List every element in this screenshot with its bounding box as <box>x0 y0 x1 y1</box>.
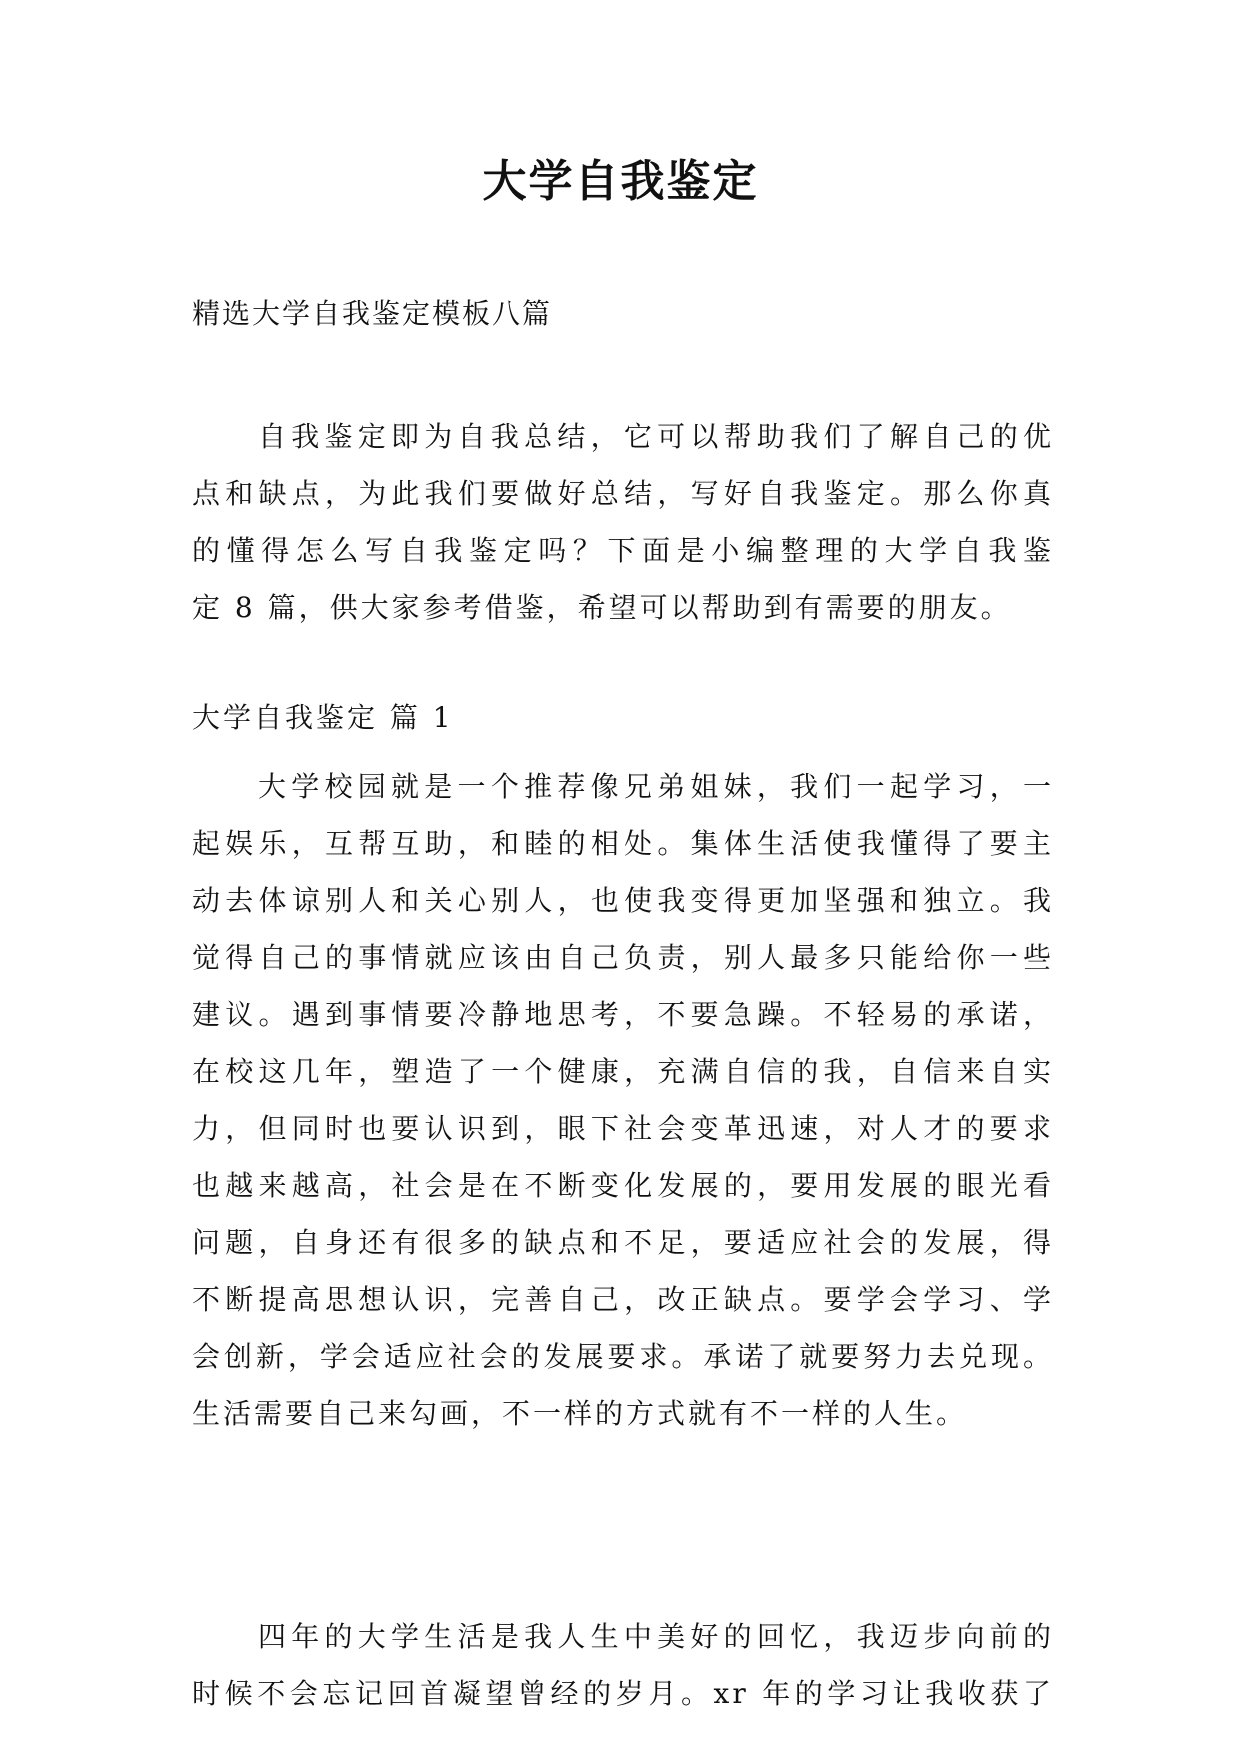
intro-line: 的懂得怎么写自我鉴定吗？下面是小编整理的大学自我鉴 <box>192 534 1054 567</box>
paragraph-line: 觉得自己的事情就应该由自己负责，别人最多只能给你一些 <box>192 941 1054 974</box>
paragraph-line: 力，但同时也要认识到，眼下社会变革迅速，对人才的要求 <box>192 1112 1054 1145</box>
paragraph-line: 起娱乐，互帮互助，和睦的相处。集体生活使我懂得了要主 <box>192 827 1054 860</box>
paragraph-line: 大学校园就是一个推荐像兄弟姐妹，我们一起学习，一 <box>258 770 1054 803</box>
intro-line: 自我鉴定即为自我总结，它可以帮助我们了解自己的优 <box>258 420 1054 453</box>
paragraph-line: 生活需要自己来勾画，不一样的方式就有不一样的人生。 <box>192 1397 968 1430</box>
paragraph-line: 时候不会忘记回首凝望曾经的岁月。xr 年的学习让我收获了 <box>192 1677 1054 1710</box>
paragraph-line: 在校这几年，塑造了一个健康，充满自信的我，自信来自实 <box>192 1055 1054 1088</box>
paragraph-line: 也越来越高，社会是在不断变化发展的，要用发展的眼光看 <box>192 1169 1054 1202</box>
section-heading: 大学自我鉴定 篇 1 <box>192 701 454 734</box>
body-paragraph-1 <box>192 758 1054 1442</box>
paragraph-line: 建议。遇到事情要冷静地思考，不要急躁。不轻易的承诺， <box>192 998 1054 1031</box>
body-paragraph-2 <box>192 1608 1054 1722</box>
paragraph-line: 问题，自身还有很多的缺点和不足，要适应社会的发展，得 <box>192 1226 1054 1259</box>
intro-line: 定 8 篇，供大家参考借鉴，希望可以帮助到有需要的朋友。 <box>192 591 1012 624</box>
paragraph-line: 动去体谅别人和关心别人，也使我变得更加坚强和独立。我 <box>192 884 1054 917</box>
intro-line: 点和缺点，为此我们要做好总结，写好自我鉴定。那么你真 <box>192 477 1054 510</box>
intro-paragraph <box>192 408 1054 636</box>
paragraph-line: 四年的大学生活是我人生中美好的回忆，我迈步向前的 <box>258 1620 1054 1653</box>
document-title: 大学自我鉴定 <box>482 156 759 207</box>
paragraph-line: 不断提高思想认识，完善自己，改正缺点。要学会学习、学 <box>192 1283 1054 1316</box>
document-subtitle: 精选大学自我鉴定模板八篇 <box>192 297 553 330</box>
paragraph-line: 会创新，学会适应社会的发展要求。承诺了就要努力去兑现。 <box>192 1340 1054 1373</box>
